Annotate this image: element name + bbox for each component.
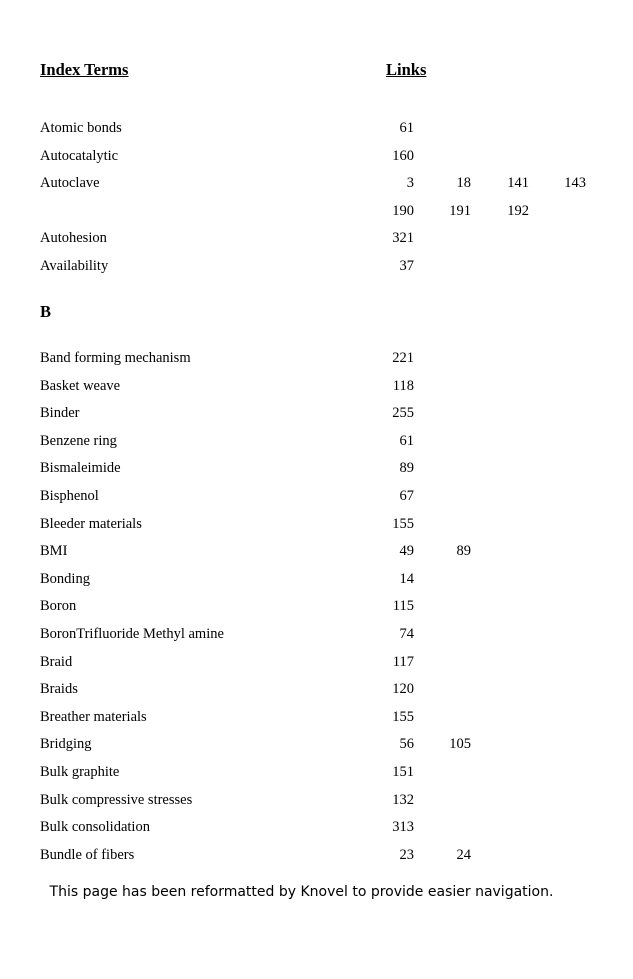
index-term: Bundle of fibers (40, 846, 135, 863)
index-term: Bridging (40, 736, 92, 753)
index-term: Bleeder materials (40, 515, 142, 532)
page-link[interactable]: 23 (399, 846, 414, 863)
index-row (0, 792, 633, 812)
index-row (0, 433, 633, 453)
page-link[interactable]: 155 (392, 515, 414, 532)
index-term: Bisphenol (40, 488, 99, 504)
index-row (0, 543, 633, 563)
page-link[interactable]: 143 (564, 175, 586, 191)
page-link[interactable]: 117 (392, 653, 414, 670)
index-term: Binder (40, 405, 80, 422)
page-link[interactable]: 191 (449, 202, 471, 219)
page-link[interactable]: 89 (456, 543, 471, 560)
page-link[interactable]: 89 (399, 460, 414, 477)
index-row (0, 258, 633, 278)
index-term: BoronTrifluoride Methyl amine (40, 626, 224, 642)
index-row (0, 736, 633, 756)
index-terms-header: Index Terms (40, 60, 129, 79)
page-link[interactable]: 118 (392, 377, 414, 394)
page-link[interactable]: 132 (392, 791, 414, 808)
index-row (0, 571, 633, 591)
page-link[interactable]: 192 (507, 202, 529, 219)
index-row (0, 405, 633, 425)
index-term: Bonding (40, 570, 90, 587)
index-row (0, 460, 633, 480)
index-row (0, 654, 633, 674)
index-term: Bulk graphite (40, 764, 120, 780)
index-row (0, 598, 633, 618)
page-link[interactable]: 61 (399, 432, 414, 449)
page-link[interactable]: 24 (456, 846, 471, 863)
page-link[interactable]: 3 (406, 175, 414, 191)
page-link[interactable]: 120 (392, 681, 414, 698)
section-letter-b: B (40, 302, 52, 321)
index-row (0, 175, 633, 195)
index-row (0, 350, 633, 370)
links-header: Links (386, 60, 427, 79)
index-row (0, 120, 633, 140)
index-term: Autoclave (40, 175, 100, 191)
index-term: Atomic bonds (40, 120, 122, 136)
page-link[interactable]: 14 (399, 570, 414, 587)
page-link[interactable]: 255 (392, 405, 414, 422)
page-link[interactable]: 56 (399, 736, 414, 753)
page-link[interactable]: 74 (399, 626, 414, 642)
page-link[interactable]: 49 (399, 543, 414, 560)
page-link[interactable]: 61 (399, 120, 414, 136)
page-link[interactable]: 160 (392, 147, 414, 164)
index-row (0, 819, 633, 839)
index-term: Basket weave (40, 377, 121, 394)
index-row (0, 681, 633, 701)
index-row (0, 378, 633, 398)
page-link[interactable]: 151 (392, 764, 414, 780)
index-term: Availability (40, 257, 109, 274)
index-term: Autocatalytic (40, 147, 119, 164)
index-row (0, 764, 633, 784)
index-term: Breather materials (40, 708, 147, 725)
index-term: BMI (40, 543, 68, 560)
page-link[interactable]: 313 (392, 819, 414, 836)
index-term: Autohesion (40, 230, 107, 246)
page-link[interactable]: 18 (456, 175, 471, 191)
page-link[interactable]: 105 (449, 736, 471, 753)
page-link[interactable]: 115 (392, 598, 414, 615)
index-term: Bismaleimide (40, 460, 121, 477)
index-term: Bulk consolidation (40, 819, 150, 836)
index-term: Boron (40, 598, 77, 615)
index-row (0, 203, 633, 223)
index-row (0, 230, 633, 250)
page-link[interactable]: 37 (399, 257, 414, 274)
index-row (0, 626, 633, 646)
index-term: Braid (40, 653, 73, 670)
page-link[interactable]: 155 (392, 708, 414, 725)
page-link[interactable]: 221 (392, 350, 414, 366)
index-term: Bulk compressive stresses (40, 791, 193, 808)
index-row (0, 488, 633, 508)
knovel-footer-note: This page has been reformatted by Knovel to provide easier navigation. (49, 884, 554, 900)
page-link[interactable]: 321 (392, 230, 414, 246)
page-link[interactable]: 190 (392, 202, 414, 219)
index-term: Band forming mechanism (40, 350, 191, 366)
index-term: Braids (40, 681, 78, 698)
page-link[interactable]: 141 (507, 175, 529, 191)
index-row (0, 709, 633, 729)
index-row (0, 148, 633, 168)
index-row (0, 516, 633, 536)
index-term: Benzene ring (40, 432, 117, 449)
index-row (0, 847, 633, 867)
page-link[interactable]: 67 (399, 488, 414, 504)
